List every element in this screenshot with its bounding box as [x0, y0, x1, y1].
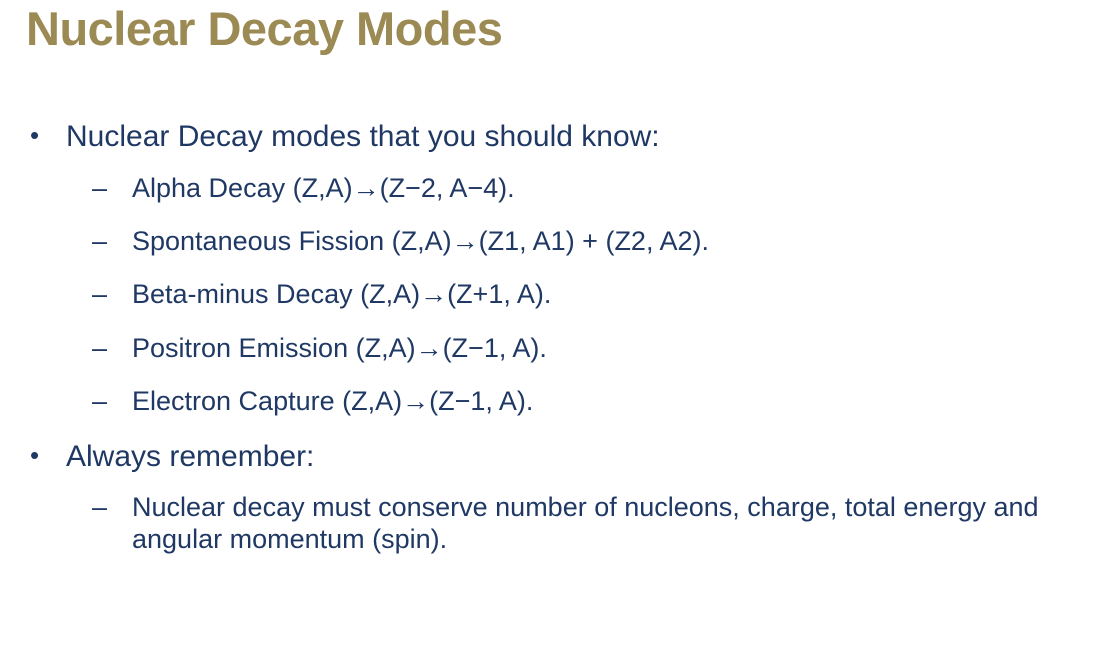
dash-glyph-icon: –	[92, 172, 108, 203]
slide-body	[22, 118, 1102, 556]
list-item	[22, 492, 1102, 556]
section-heading: Always remember:	[66, 440, 315, 474]
dash-glyph-icon: –	[92, 491, 108, 522]
list-item-label: Nuclear decay must conserve number of nucleons, charge, total energy and angular momentum (spin).	[132, 491, 1039, 554]
spacer	[22, 162, 1102, 172]
bullet-glyph-icon: •	[30, 440, 40, 471]
dash-glyph-icon: –	[92, 225, 108, 256]
dash-glyph-icon: –	[92, 279, 108, 310]
page-title: Nuclear Decay Modes	[26, 2, 503, 55]
list-item	[22, 172, 1102, 204]
list-item-label: Beta-minus Decay (Z,A)→(Z+1, A).	[132, 279, 552, 310]
spacer	[22, 482, 1102, 492]
list-item	[22, 278, 1102, 310]
bullet-level1	[22, 118, 1102, 156]
list-item	[22, 332, 1102, 364]
bullet-glyph-icon: •	[30, 120, 40, 150]
list-item-label: Electron Capture (Z,A)→(Z−1, A).	[132, 386, 534, 417]
section-heading: Nuclear Decay modes that you should know:	[66, 120, 660, 153]
list-item-label: Positron Emission (Z,A)→(Z−1, A).	[132, 332, 547, 363]
bullet-level1	[22, 438, 1102, 476]
dash-glyph-icon: –	[92, 332, 108, 363]
list-item	[22, 385, 1102, 417]
list-item-label: Alpha Decay (Z,A)→(Z−2, A−4).	[132, 172, 515, 203]
list-item	[22, 225, 1102, 257]
dash-glyph-icon: –	[92, 386, 108, 417]
list-item-label: Spontaneous Fission (Z,A)→(Z1, A1) + (Z2, A2).	[132, 225, 709, 256]
